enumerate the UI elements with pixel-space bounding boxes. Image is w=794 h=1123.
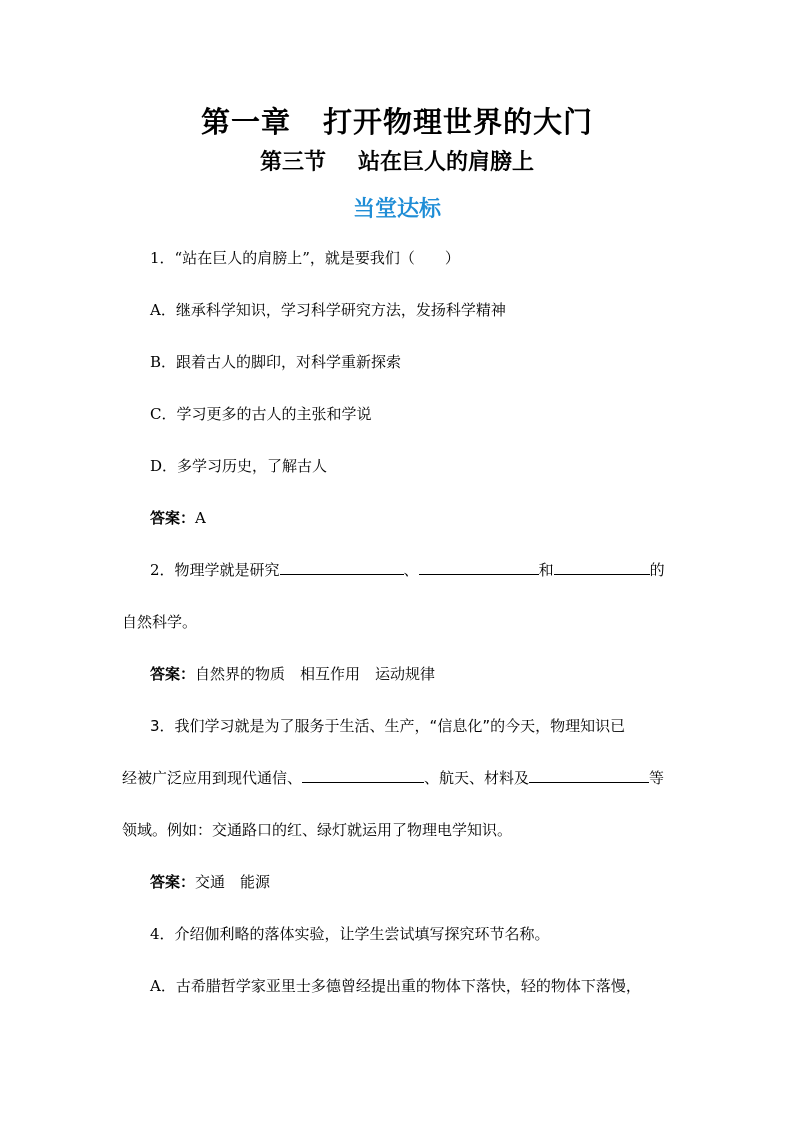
practice-heading: 当堂达标 bbox=[352, 197, 441, 222]
q4-stem: 4．介绍伽利略的落体实验，让学生尝试填写探究环节名称。 bbox=[150, 925, 550, 943]
q1-stem-close: ） bbox=[444, 249, 460, 267]
q2-sep-2: 和 bbox=[538, 561, 554, 579]
q2-text: 2．物理学就是研究 bbox=[150, 561, 280, 579]
q2-blank-3[interactable] bbox=[554, 560, 650, 575]
q2-line-2: 自然科学。 bbox=[122, 613, 198, 631]
q3-blank-2[interactable] bbox=[529, 768, 649, 783]
q3-line-2 bbox=[122, 768, 664, 788]
q3-line-3: 领域。例如：交通路口的红、绿灯就运用了物理电学知识。 bbox=[122, 821, 513, 839]
q1-answer bbox=[150, 508, 206, 528]
q2-sep-1: 、 bbox=[403, 561, 419, 579]
answer-label: 答案： bbox=[150, 665, 196, 683]
answer-label: 答案： bbox=[150, 509, 196, 527]
q1-stem-text: 1．“站在巨人的肩膀上”，就是要我们（ bbox=[150, 249, 415, 267]
q3-line-2-part-3: 等 bbox=[649, 769, 665, 787]
q4-option-a: A．古希腊哲学家亚里士多德曾经提出重的物体下落快，轻的物体下落慢， bbox=[150, 977, 641, 995]
chapter-label: 第一章 bbox=[200, 105, 291, 139]
q3-answer bbox=[150, 872, 270, 892]
q3-line-2-part-1: 经被广泛应用到现代通信、 bbox=[122, 769, 303, 787]
section-name: 站在巨人的肩膀上 bbox=[358, 149, 535, 175]
q1-option-a: A．继承科学知识，学习科学研究方法，发扬科学精神 bbox=[150, 301, 506, 319]
q2-end: 的 bbox=[649, 561, 665, 579]
q1-option-c: C．学习更多的古人的主张和学说 bbox=[150, 405, 372, 423]
q3-blank-1[interactable] bbox=[302, 768, 424, 783]
q3-line-1: 3．我们学习就是为了服务于生活、生产，“信息化”的今天，物理知识已 bbox=[150, 717, 626, 735]
section-title bbox=[0, 145, 794, 176]
q1-stem bbox=[150, 248, 460, 268]
q1-answer-value: A bbox=[195, 509, 206, 527]
chapter-name: 打开物理世界的大门 bbox=[323, 105, 594, 139]
q2-line-1 bbox=[150, 560, 665, 580]
q2-answer-value: 自然界的物质 相互作用 运动规律 bbox=[195, 665, 436, 683]
q3-line-2-part-2: 、航天、材料及 bbox=[424, 769, 530, 787]
chapter-title bbox=[0, 100, 794, 141]
q2-blank-1[interactable] bbox=[280, 560, 404, 575]
q1-option-d: D．多学习历史，了解古人 bbox=[150, 457, 328, 475]
q2-blank-2[interactable] bbox=[419, 560, 539, 575]
q1-option-b: B．跟着古人的脚印，对科学重新探索 bbox=[150, 353, 402, 371]
answer-label: 答案： bbox=[150, 873, 196, 891]
q3-answer-value: 交通 能源 bbox=[195, 873, 271, 891]
q2-answer bbox=[150, 664, 435, 684]
section-label: 第三节 bbox=[259, 149, 326, 175]
